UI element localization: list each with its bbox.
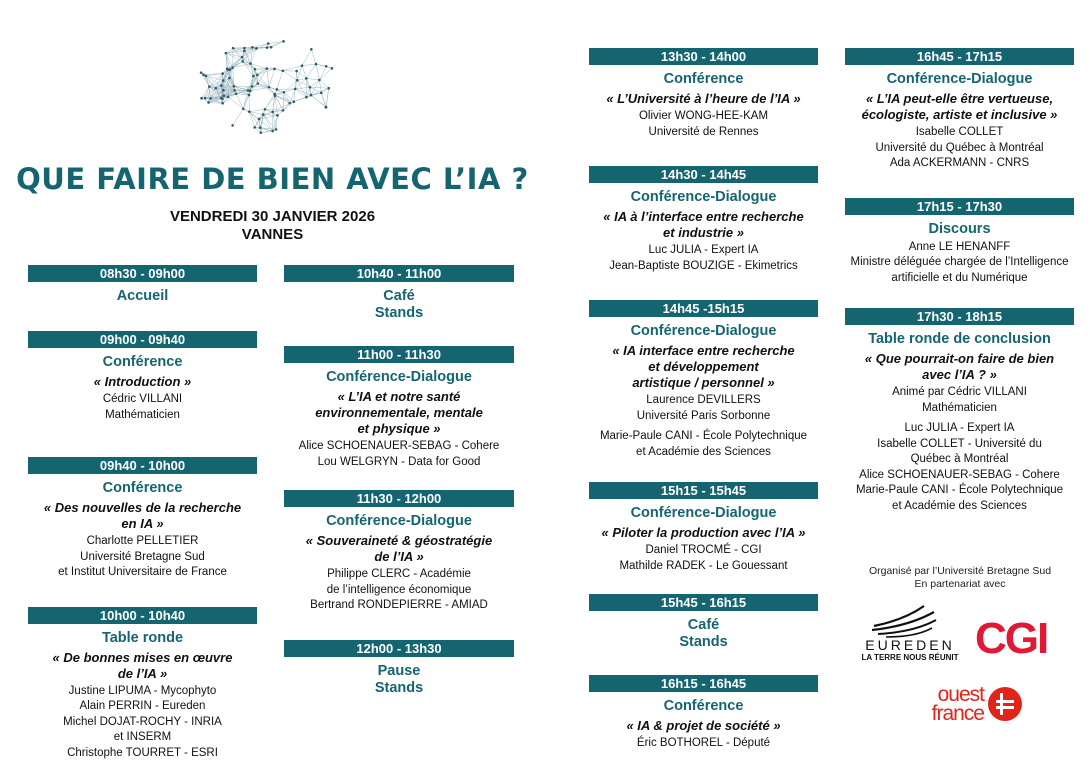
time-bar: 10h00 - 10h40 <box>28 607 257 624</box>
brain-node <box>266 46 269 49</box>
session-type: Conférence <box>102 480 183 496</box>
brain-link <box>258 69 267 84</box>
brain-node <box>249 62 252 65</box>
schedule-slot <box>284 640 514 697</box>
speaker-line: Alice SCHOENAUER-SEBAG - Cohere <box>298 440 500 452</box>
brain-link <box>319 68 332 80</box>
time-bar: 11h00 - 11h30 <box>284 346 514 363</box>
brain-node <box>258 118 261 121</box>
speaker-line: Mathématicien <box>922 401 997 414</box>
session-type-secondary: Stands <box>374 305 424 321</box>
schedule-slot <box>284 490 514 614</box>
speaker-line: Animé par Cédric VILLANI <box>892 386 1027 398</box>
brain-link <box>249 109 265 111</box>
brain-link <box>236 94 243 109</box>
brain-node <box>242 107 245 110</box>
time-bar: 09h00 - 09h40 <box>28 331 257 348</box>
speaker-line: Alain PERRIN - Eureden <box>79 700 206 712</box>
session-title: de l’IA » <box>374 549 424 564</box>
brain-node <box>248 94 251 97</box>
speaker-line: Marie-Paule CANI - École Polytechnique <box>855 484 1064 496</box>
brain-node <box>249 90 252 93</box>
session-title: de l’IA » <box>117 665 168 681</box>
eureden-swoosh-icon <box>874 606 924 626</box>
brain-node <box>209 97 212 100</box>
brain-node <box>235 92 238 95</box>
session-title: « Des nouvelles de la recherche <box>43 500 242 515</box>
session-title: « IA & projet de société » <box>626 718 781 733</box>
speaker-line: Mathématicien <box>105 408 180 421</box>
schedule-slot <box>845 198 1074 287</box>
speaker-line: Université du Québec à Montréal <box>875 141 1044 154</box>
brain-node <box>275 128 278 131</box>
schedule-slot <box>845 308 1074 514</box>
schedule-slot <box>28 607 257 762</box>
brain-node <box>202 73 205 76</box>
brain-link <box>319 80 321 93</box>
brain-link <box>302 49 311 65</box>
schedule-slot <box>284 346 514 470</box>
brain-node <box>273 68 276 71</box>
schedule-slot <box>28 457 257 581</box>
ouest-france-line2: france <box>931 702 984 724</box>
brain-link <box>277 71 283 90</box>
brain-node <box>241 60 244 63</box>
session-title: « Introduction » <box>93 374 192 389</box>
brain-network-icon <box>190 28 350 153</box>
ouest-france-logo <box>908 682 1026 724</box>
page-title: QUE FAIRE DE BIEN AVEC L’IA ? <box>16 162 529 196</box>
session-type: Conférence-Dialogue <box>326 513 472 529</box>
schedule-slot <box>28 331 257 423</box>
brain-node <box>204 97 207 100</box>
session-type: Café <box>687 617 720 633</box>
time-bar: 12h00 - 13h30 <box>284 640 514 657</box>
session-type: Table ronde <box>101 629 184 646</box>
session-type-secondary: Stands <box>374 679 424 696</box>
schedule-slot <box>589 482 818 574</box>
speaker-line: Université de Rennes <box>648 125 759 138</box>
time-bar: 17h30 - 18h15 <box>845 308 1074 325</box>
speaker-line: artificielle et du Numérique <box>891 271 1028 284</box>
time-bar: 16h45 - 17h15 <box>845 48 1074 65</box>
speaker-line: Anne LE HENANFF <box>908 240 1011 253</box>
brain-link <box>263 115 277 116</box>
brain-link <box>283 103 290 110</box>
session-title: et industrie » <box>663 225 744 240</box>
brain-node <box>252 75 255 78</box>
brain-node <box>282 40 285 43</box>
speaker-line: et INSERM <box>113 731 172 743</box>
session-type: Conférence-Dialogue <box>630 505 777 521</box>
brain-link <box>319 80 328 88</box>
session-type: Conférence-Dialogue <box>630 189 777 205</box>
brain-node <box>251 85 254 88</box>
session-type: Conférence <box>663 71 744 87</box>
event-city: VANNES <box>241 226 304 243</box>
brain-node <box>226 68 229 71</box>
schedule-column-3 <box>589 48 818 752</box>
speaker-line: et Académie des Sciences <box>636 445 771 458</box>
brain-node <box>256 74 259 77</box>
eureden-swoosh-icon <box>872 612 934 630</box>
speaker-line: Daniel TROCMÉ - CGI <box>645 544 762 556</box>
schedule-slot <box>589 166 818 274</box>
session-title: « L’IA et notre santé <box>337 389 461 404</box>
brain-node <box>282 109 285 112</box>
brain-node <box>214 87 217 90</box>
session-type: Discours <box>928 220 991 237</box>
speaker-line: Christophe TOURRET - ESRI <box>67 746 218 759</box>
brain-node <box>233 89 236 92</box>
schedule-slot <box>589 48 818 140</box>
brain-node <box>270 46 273 49</box>
brain-node <box>253 126 256 129</box>
brain-link <box>310 80 319 87</box>
brain-node <box>276 88 279 91</box>
brain-node <box>251 46 254 49</box>
brain-node <box>231 124 234 127</box>
brain-node <box>208 85 211 88</box>
brain-node <box>310 94 313 97</box>
speaker-line: Laurence DEVILLERS <box>646 394 761 406</box>
speaker-line: Éric BOTHOREL - Député <box>636 737 771 749</box>
brain-node <box>305 96 308 99</box>
session-title: « Souveraineté & géostratégie <box>305 533 493 548</box>
speaker-line: Mathilde RADEK - Le Gouessant <box>619 559 788 572</box>
brain-link <box>306 64 316 78</box>
brain-node <box>223 94 226 97</box>
speaker-line: Justine LIPUMA - Mycophyto <box>68 684 217 697</box>
time-bar: 11h30 - 12h00 <box>284 490 514 507</box>
brain-link <box>233 109 244 126</box>
brain-node <box>260 131 263 134</box>
brain-node <box>207 101 210 104</box>
session-type-secondary: Stands <box>679 634 728 650</box>
time-bar: 08h30 - 09h00 <box>28 265 257 282</box>
brain-link <box>316 64 326 66</box>
brain-node <box>243 50 246 53</box>
cgi-logo: CGI <box>975 614 1048 663</box>
brain-node <box>241 56 244 59</box>
session-title: « Piloter la production avec l’IA » <box>601 525 806 540</box>
brain-link <box>228 97 243 109</box>
brain-link <box>316 64 319 80</box>
brain-node <box>225 52 228 55</box>
session-title: artistique / personnel » <box>632 375 775 390</box>
speaker-line: Olivier WONG-HEE-KAM <box>638 110 769 122</box>
time-bar: 13h30 - 14h00 <box>589 48 818 65</box>
speaker-line: Luc JULIA - Expert IA <box>904 422 1015 434</box>
session-title: « De bonnes mises en œuvre <box>52 649 233 665</box>
partners-block <box>845 565 1075 591</box>
brain-link <box>277 89 295 90</box>
brain-node <box>296 79 299 82</box>
session-title: écologiste, artiste et inclusive » <box>861 107 1058 122</box>
brain-node <box>232 47 235 50</box>
brain-link <box>226 53 243 61</box>
brain-node <box>281 69 284 72</box>
brain-node <box>228 77 231 80</box>
speaker-line: Philippe CLERC - Académie <box>327 568 471 580</box>
brain-link <box>295 87 310 89</box>
schedule-column-4 <box>845 48 1074 514</box>
session-title: avec l’IA ? » <box>922 367 997 382</box>
time-bar: 16h15 - 16h45 <box>589 675 818 692</box>
brain-node <box>200 97 203 100</box>
session-title: et développement <box>648 359 759 374</box>
brain-link <box>295 89 311 95</box>
brain-link <box>326 88 329 107</box>
speaker-line: Université Paris Sorbonne <box>636 409 771 422</box>
brain-node <box>309 86 312 89</box>
brain-link <box>306 78 310 87</box>
brain-node <box>301 64 304 67</box>
time-bar: 15h45 - 16h15 <box>589 594 818 611</box>
schedule-column-2 <box>284 265 514 697</box>
brain-node <box>262 113 265 116</box>
speaker-line: Ministre déléguée chargée de l’Intelligence <box>850 256 1069 268</box>
session-type: Accueil <box>116 288 169 304</box>
session-title: « L’Université à l’heure de l’IA » <box>606 91 801 106</box>
organizer-text: Organisé par l’Université Bretagne Sud <box>868 565 1052 577</box>
session-title: « IA à l’interface entre recherche <box>603 209 804 224</box>
session-title: « Que pourrait-on faire de bien <box>864 351 1055 366</box>
brain-node <box>288 102 291 105</box>
brain-link <box>201 87 209 99</box>
partnership-text: En partenariat avec <box>914 578 1006 590</box>
brain-node <box>268 86 271 89</box>
schedule-slot <box>28 265 257 305</box>
session-title: environnementale, mentale <box>315 405 483 420</box>
time-bar: 14h45 -15h15 <box>589 300 818 317</box>
brain-node <box>221 72 224 75</box>
brain-node <box>320 92 323 95</box>
session-type: Conférence-Dialogue <box>326 369 472 385</box>
schedule-slot <box>284 265 514 322</box>
brain-link <box>269 69 274 87</box>
event-date-location <box>0 208 545 244</box>
speaker-line: Luc JULIA - Expert IA <box>648 244 759 256</box>
speaker-line: Lou WELGRYN - Data for Good <box>317 455 481 468</box>
brain-node <box>318 79 321 82</box>
speaker-line: Ada ACKERMANN - CNRS <box>889 157 1030 169</box>
brain-node <box>325 106 328 109</box>
brain-node <box>325 65 328 68</box>
session-title: en IA » <box>121 516 164 531</box>
brain-node <box>283 91 286 94</box>
brain-link <box>226 53 242 57</box>
speaker-line: Université Bretagne Sud <box>80 550 205 563</box>
session-type: Conférence <box>663 698 744 714</box>
session-type: Pause <box>377 662 421 679</box>
brain-node <box>205 75 208 78</box>
brain-node <box>305 77 308 80</box>
brain-node <box>327 87 330 90</box>
session-title: « IA interface entre recherche <box>612 343 795 358</box>
brain-node <box>200 71 203 74</box>
time-bar: 09h40 - 10h00 <box>28 457 257 474</box>
speaker-line: Isabelle COLLET - Université du <box>877 437 1042 450</box>
brain-link <box>249 112 254 128</box>
brain-node <box>221 97 224 100</box>
brain-node <box>243 47 246 50</box>
brain-node <box>231 66 234 69</box>
speaker-line: Marie-Paule CANI - École Polytechnique <box>599 430 808 442</box>
brain-link <box>310 87 321 93</box>
time-bar: 15h15 - 15h45 <box>589 482 818 499</box>
speaker-line: Isabelle COLLET <box>915 126 1004 138</box>
session-type: Conférence-Dialogue <box>630 323 777 339</box>
schedule-column-1 <box>28 265 257 761</box>
brain-node <box>271 130 274 133</box>
brain-link <box>306 78 319 80</box>
speaker-line: Alice SCHOENAUER-SEBAG - Cohere <box>859 468 1060 481</box>
brain-link <box>295 89 306 97</box>
speaker-line: Québec à Montréal <box>910 453 1009 465</box>
brain-node <box>248 110 251 113</box>
brain-link <box>319 66 326 80</box>
session-type: Conférence <box>102 354 183 370</box>
session-title: « L’IA peut-elle être vertueuse, <box>865 91 1054 106</box>
brain-node <box>222 89 225 92</box>
speaker-line: Bertrand RONDEPIERRE - AMIAD <box>310 599 488 611</box>
brain-node <box>310 48 313 51</box>
speaker-line: Jean-Baptiste BOUZIGE - Ekimetrics <box>609 259 798 272</box>
brain-node <box>276 114 279 117</box>
brain-node <box>271 111 274 114</box>
time-bar: 14h30 - 14h45 <box>589 166 818 183</box>
brain-node <box>222 79 225 82</box>
speaker-line: de l’intelligence économique <box>326 583 472 596</box>
eureden-tagline: LA TERRE NOUS RÉUNIT <box>861 653 959 662</box>
speaker-line: et Académie des Sciences <box>892 499 1027 512</box>
time-bar: 10h40 - 11h00 <box>284 265 514 282</box>
session-title: et physique » <box>357 421 441 436</box>
brain-node <box>254 68 257 71</box>
brain-node <box>227 96 230 99</box>
session-type: Table ronde de conclusion <box>868 331 1051 347</box>
time-bar: 17h15 - 17h30 <box>845 198 1074 215</box>
schedule-slot <box>589 675 818 752</box>
eureden-name: EUREDEN <box>865 637 955 653</box>
session-type: Conférence-Dialogue <box>886 71 1033 87</box>
brain-node <box>295 70 298 73</box>
brain-node <box>266 67 269 70</box>
schedule-slot <box>845 48 1074 172</box>
brain-node <box>220 84 223 87</box>
brain-node <box>259 126 262 129</box>
brain-node <box>331 67 334 70</box>
ouest-france-line1: ouest <box>937 683 984 706</box>
brain-node <box>233 85 236 88</box>
brain-link <box>306 93 321 97</box>
brain-node <box>315 63 318 66</box>
session-type: Café <box>383 288 415 304</box>
brain-node <box>293 100 296 103</box>
speaker-line: Charlotte PELLETIER <box>86 535 199 547</box>
event-date: VENDREDI 30 JANVIER 2026 <box>169 208 376 225</box>
brain-node <box>255 47 258 50</box>
schedule-slot <box>589 594 818 651</box>
ouest-france-emblem-icon <box>988 687 1022 721</box>
brain-node <box>264 108 267 111</box>
speaker-line: Cédric VILLANI <box>102 393 183 405</box>
speaker-line: Michel DOJAT-ROCHY - INRIA <box>63 715 222 728</box>
brain-link <box>302 64 316 66</box>
brain-node <box>294 88 297 91</box>
brain-node <box>256 82 259 85</box>
schedule-slot <box>589 300 818 460</box>
brain-link <box>283 71 298 81</box>
brain-link <box>283 92 284 110</box>
brain-node <box>273 93 276 96</box>
brain-link <box>311 49 316 64</box>
brain-node <box>267 42 270 45</box>
brain-node <box>221 102 224 105</box>
speaker-line: et Institut Universitaire de France <box>58 566 227 578</box>
brain-link <box>310 87 329 88</box>
